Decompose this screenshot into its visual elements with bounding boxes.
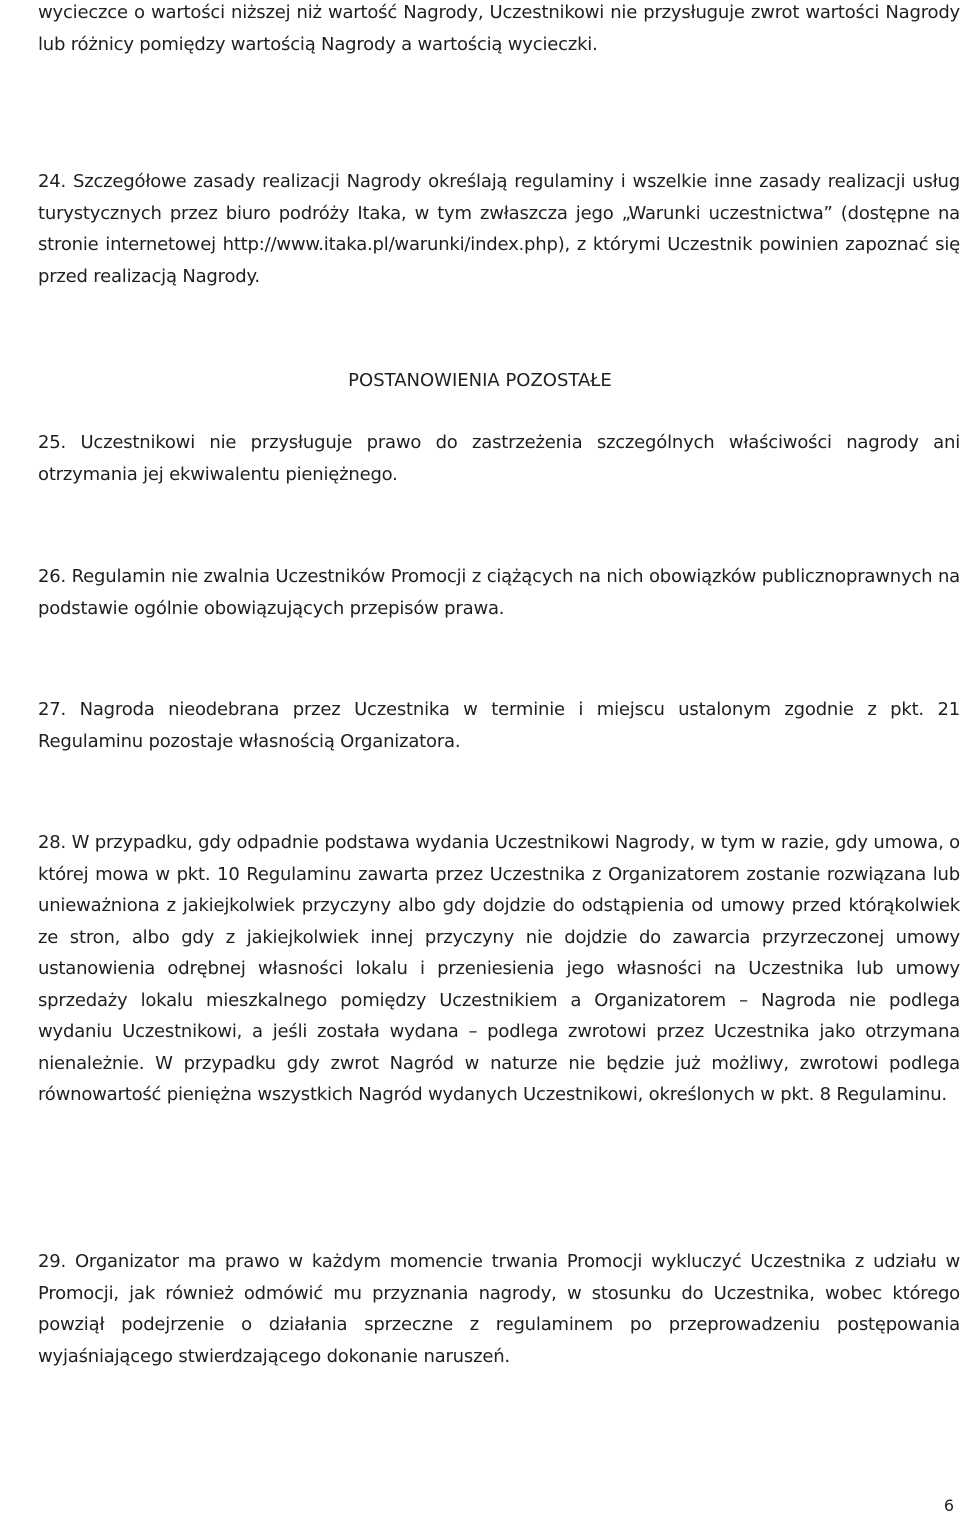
section-heading: POSTANOWIENIA POZOSTAŁE [348,370,612,391]
paragraph-29 [38,1246,960,1372]
paragraph-text: Uczestnikowi nie przysługuje prawo do zastrzeżenia szczególnych właściwości nagrody ani otrzymania jej ekwiwalentu pieniężnego. [38,432,960,485]
paragraph-26 [38,561,960,624]
paragraph-text: W przypadku, gdy odpadnie podstawa wydania Uczestnikowi Nagrody, w tym w razie, gdy umowa, o której mowa w pkt. 10 Regulaminu zawarta przez Uczestnika z Organizatorem zostanie rozwiązana lub unieważniona z jakiejkolwiek przyczyny albo gdy dojdzie do odstąpienia od umowy przed którąkolwiek ze stron, albo gdy z jakiejkolwiek innej przyczyny nie dojdzie do zawarcia przyrzeczonej umowy ustanowienia odrębnej własności lokalu i przeniesienia jego własności na Uczestnika lub umowy sprzedaży lokalu mieszkalnego pomiędzy Uczestnikiem a Organizatorem – Nagroda nie podlega wydaniu Uczestnikowi, a jeśli została wydana – podlega zwrotowi przez Uczestnika jako otrzymana nienależnie. W przypadku gdy zwrot Nagród w naturze nie będzie już możliwy, zwrotowi podlega równowartość pieniężna wszystkich Nagród wydanych Uczestnikowi, określonych w pkt. 8 Regulaminu. [38,832,960,1105]
paragraph-number: 27. [38,699,67,720]
paragraph-text: wycieczce o wartości niższej niż wartość Nagrody, Uczestnikowi nie przysługuje zwrot wartości Nagrody lub różnicy pomiędzy wartością Nagrody a wartością wycieczki. [38,2,960,55]
paragraph-text: Regulamin nie zwalnia Uczestników Promocji z ciążących na nich obowiązków publicznoprawnych na podstawie ogólnie obowiązujących przepisów prawa. [38,566,960,619]
paragraph-25 [38,427,960,490]
paragraph-text: Organizator ma prawo w każdym momencie trwania Promocji wykluczyć Uczestnika z udziału w Promocji, jak również odmówić mu przyznania nagrody, w stosunku do Uczestnika, wobec którego powziął podejrzenie o działania sprzeczne z regulaminem po przeprowadzeniu postępowania wyjaśniającego stwierdzającego dokonanie naruszeń. [38,1251,960,1367]
paragraph-continuation [38,0,960,60]
paragraph-text: Nagroda nieodebrana przez Uczestnika w terminie i miejscu ustalonym zgodnie z pkt. 21 Regulaminu pozostaje własnością Organizatora. [38,699,960,752]
paragraph-number: 24. [38,171,67,192]
paragraph-number: 29. [38,1251,67,1272]
paragraph-number: 25. [38,432,67,453]
paragraph-text: Szczegółowe zasady realizacji Nagrody określają regulaminy i wszelkie inne zasady realizacji usług turystycznych przez biuro podróży Itaka, w tym zwłaszcza jego „Warunki uczestnictwa” (dostępne na stronie internetowej http://www.itaka.pl/warunki/index.php), z którymi Uczestnik powinien zapoznać się przed realizacją Nagrody. [38,171,960,287]
paragraph-number: 28. [38,832,67,853]
paragraph-number: 26. [38,566,67,587]
paragraph-24 [38,166,960,292]
paragraph-28 [38,827,960,1111]
paragraph-27 [38,694,960,757]
page-number: 6 [943,1496,954,1515]
